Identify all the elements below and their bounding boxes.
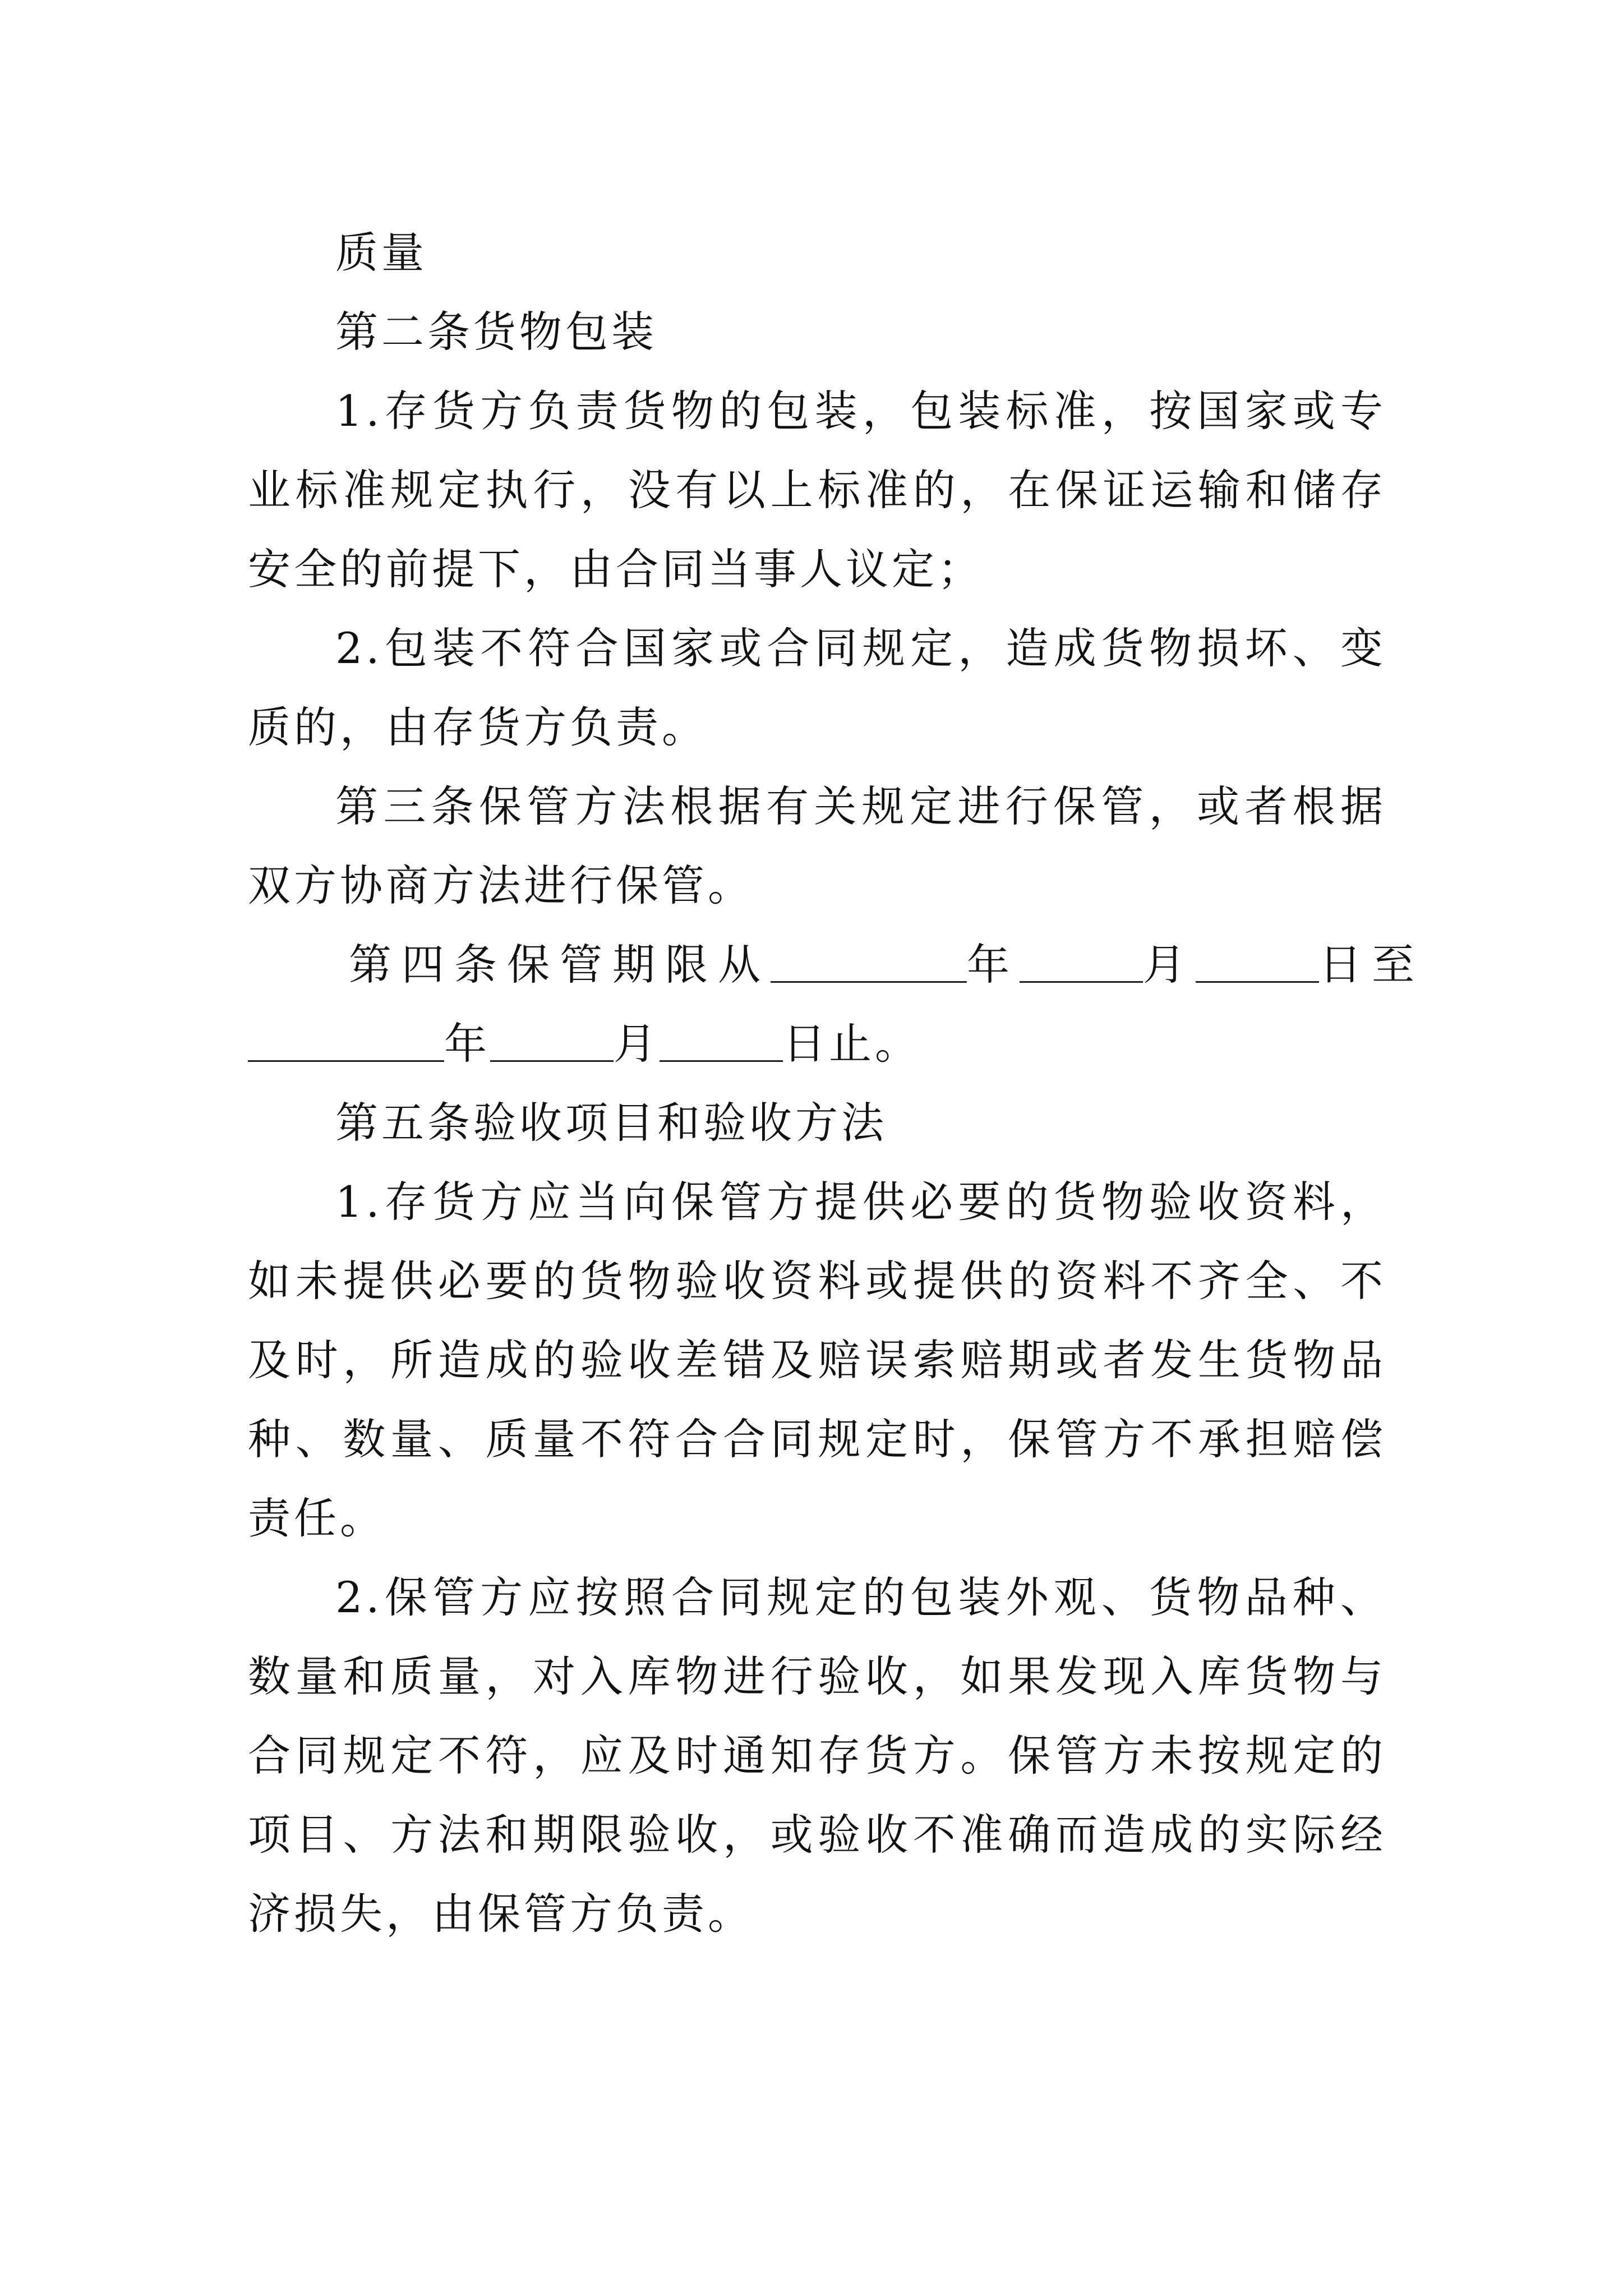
end-month-label: 月 bbox=[614, 1019, 660, 1069]
start-day-label: 日至 bbox=[1319, 940, 1424, 990]
article-4-line-1 bbox=[248, 925, 1424, 1004]
end-day-blank[interactable] bbox=[660, 1021, 783, 1062]
end-month-blank[interactable] bbox=[490, 1021, 614, 1062]
start-year-label: 年 bbox=[967, 940, 1020, 990]
start-day-blank[interactable] bbox=[1196, 942, 1319, 983]
article-2-item-1: 1.存货方负责货物的包装，包装标准，按国家或专业标准规定执行，没有以上标准的，在保证运输和储存安全的前提下，由合同当事人议定； bbox=[248, 386, 1386, 594]
start-month-blank[interactable] bbox=[1020, 942, 1143, 983]
start-month-label: 月 bbox=[1143, 940, 1196, 990]
article-5-item-2: 2.保管方应按照合同规定的包装外观、货物品种、数量和质量，对入库物进行验收，如果发现入库货物与合同规定不符，应及时通知存货方。保管方未按规定的项目、方法和期限验收，或验收不准确而造成的实际经济损失，由保管方负责。 bbox=[248, 1572, 1386, 1939]
article-5-heading: 第五条验收项目和验收方法 bbox=[335, 1098, 887, 1148]
article-3: 第三条保管方法根据有关规定进行保管，或者根据双方协商方法进行保管。 bbox=[248, 781, 1386, 910]
document-body bbox=[248, 213, 1424, 1953]
article-5-item-1: 1.存货方应当向保管方提供必要的货物验收资料，如未提供必要的货物验收资料或提供的资料不齐全、不及时，所造成的验收差错及赔误索赔期或者发生货物品种、数量、质量不符合合同规定时，保管方不承担赔偿责任。 bbox=[248, 1177, 1386, 1543]
article-2-item-2: 2.包装不符合国家或合同规定，造成货物损坏、变质的，由存货方负责。 bbox=[248, 623, 1386, 752]
end-year-blank[interactable] bbox=[248, 1021, 444, 1062]
article-2-heading: 第二条货物包装 bbox=[335, 307, 657, 357]
article-4-line-2 bbox=[248, 1004, 1386, 1083]
paragraph-quality: 质量 bbox=[335, 228, 427, 278]
end-year-label: 年 bbox=[444, 1019, 490, 1069]
start-year-blank[interactable] bbox=[771, 942, 967, 983]
article-4-prefix: 第四条保管期限从 bbox=[349, 940, 771, 990]
end-day-label: 日止。 bbox=[783, 1019, 921, 1069]
